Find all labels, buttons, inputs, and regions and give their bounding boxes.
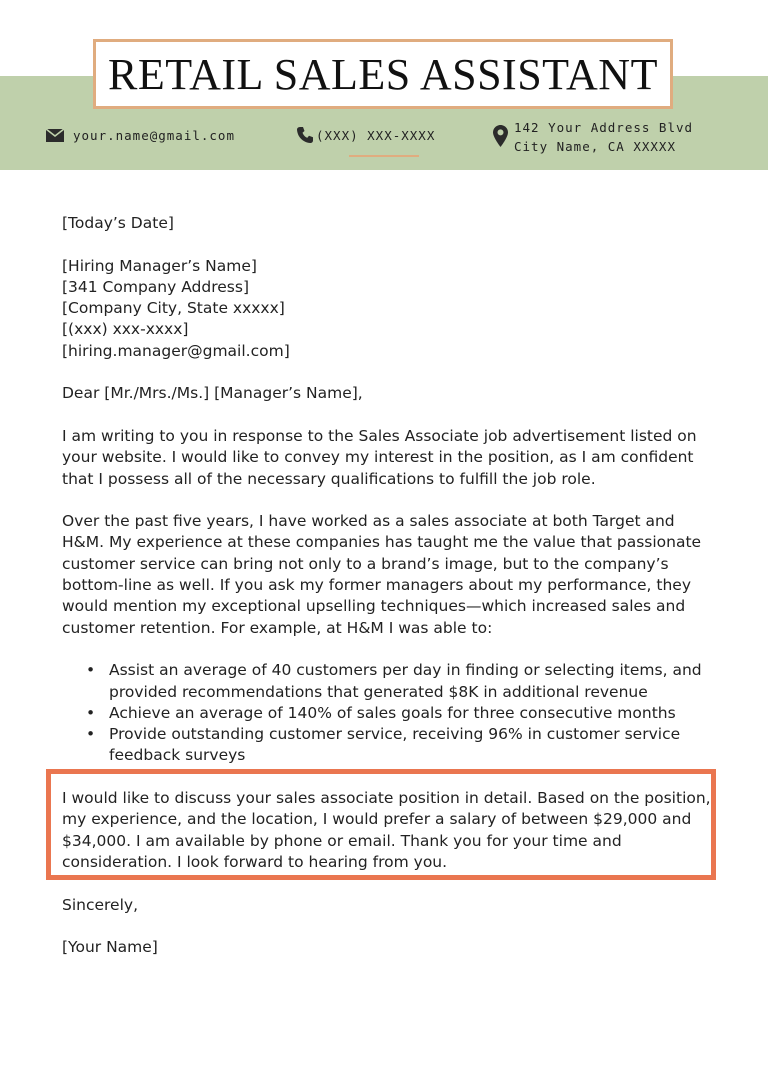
address-line1: 142 Your Address Blvd [514, 120, 694, 135]
list-item-text: Provide outstanding customer service, receiving 96% in customer service feedback surveys [109, 725, 681, 765]
recipient-city: [Company City, State xxxxx] [62, 299, 285, 318]
phone-underline [349, 155, 419, 157]
recipient-address: [341 Company Address] [62, 277, 249, 296]
paragraph-closing: I would like to discuss your sales associate position in detail. Based on the position, my experience, and the location, I would prefer a salary of between $29,000 and $34,000. I am available by phone or email. Thank you for your time and consideration. I look forward to hearing from you. [62, 789, 711, 871]
email-text: your.name@gmail.com [73, 128, 235, 143]
paragraph-experience: Over the past five years, I have worked as a sales associate at both Target and H&M. My experience at these companies has taught me the value that passionate customer service can bring not only to a brand’s image, but to the company’s bottom-line as well. If you ask my former managers about my performance, they would mention my exceptional upselling techniques—which increased sales and customer retention. For example, at H&M I was able to: [62, 512, 702, 637]
list-item [62, 660, 712, 703]
list-item [62, 724, 712, 767]
map-pin-icon [493, 125, 508, 147]
letter-body [62, 213, 712, 980]
list-item-text: Achieve an average of 140% of sales goals for three consecutive months [109, 703, 676, 722]
paragraph-intro: I am writing to you in response to the Sales Associate job advertisement listed on your website. I would like to convey my interest in the position, as I am confident that I possess all of the necessary qualifications to fulfill the job role. [62, 426, 697, 488]
envelope-icon [46, 129, 64, 142]
bullet-icon: • [86, 661, 96, 680]
phone-icon [296, 126, 314, 144]
bullet-icon: • [86, 703, 96, 722]
list-item [62, 703, 712, 724]
address-line2: City Name, CA XXXXX [514, 139, 676, 154]
recipient-email: [hiring.manager@gmail.com] [62, 341, 290, 360]
achievement-list [62, 660, 712, 766]
page-title: RETAIL SALES ASSISTANT [108, 49, 658, 99]
signature: [Your Name] [62, 938, 158, 957]
phone-text: (XXX) XXX-XXXX [316, 128, 436, 143]
letter-date: [Today’s Date] [62, 214, 174, 232]
salutation: Dear [Mr./Mrs./Ms.] [Manager’s Name], [62, 384, 363, 403]
closing: Sincerely, [62, 895, 139, 914]
list-item-text: Assist an average of 40 customers per day in finding or selecting items, and provided recommendations that generated $8K in additional revenue [109, 661, 702, 701]
title-box [93, 39, 673, 109]
recipient-phone: [(xxx) xxx-xxxx] [62, 320, 189, 339]
recipient-block [62, 256, 712, 362]
recipient-name: [Hiring Manager’s Name] [62, 256, 257, 275]
bullet-icon: • [86, 725, 96, 744]
